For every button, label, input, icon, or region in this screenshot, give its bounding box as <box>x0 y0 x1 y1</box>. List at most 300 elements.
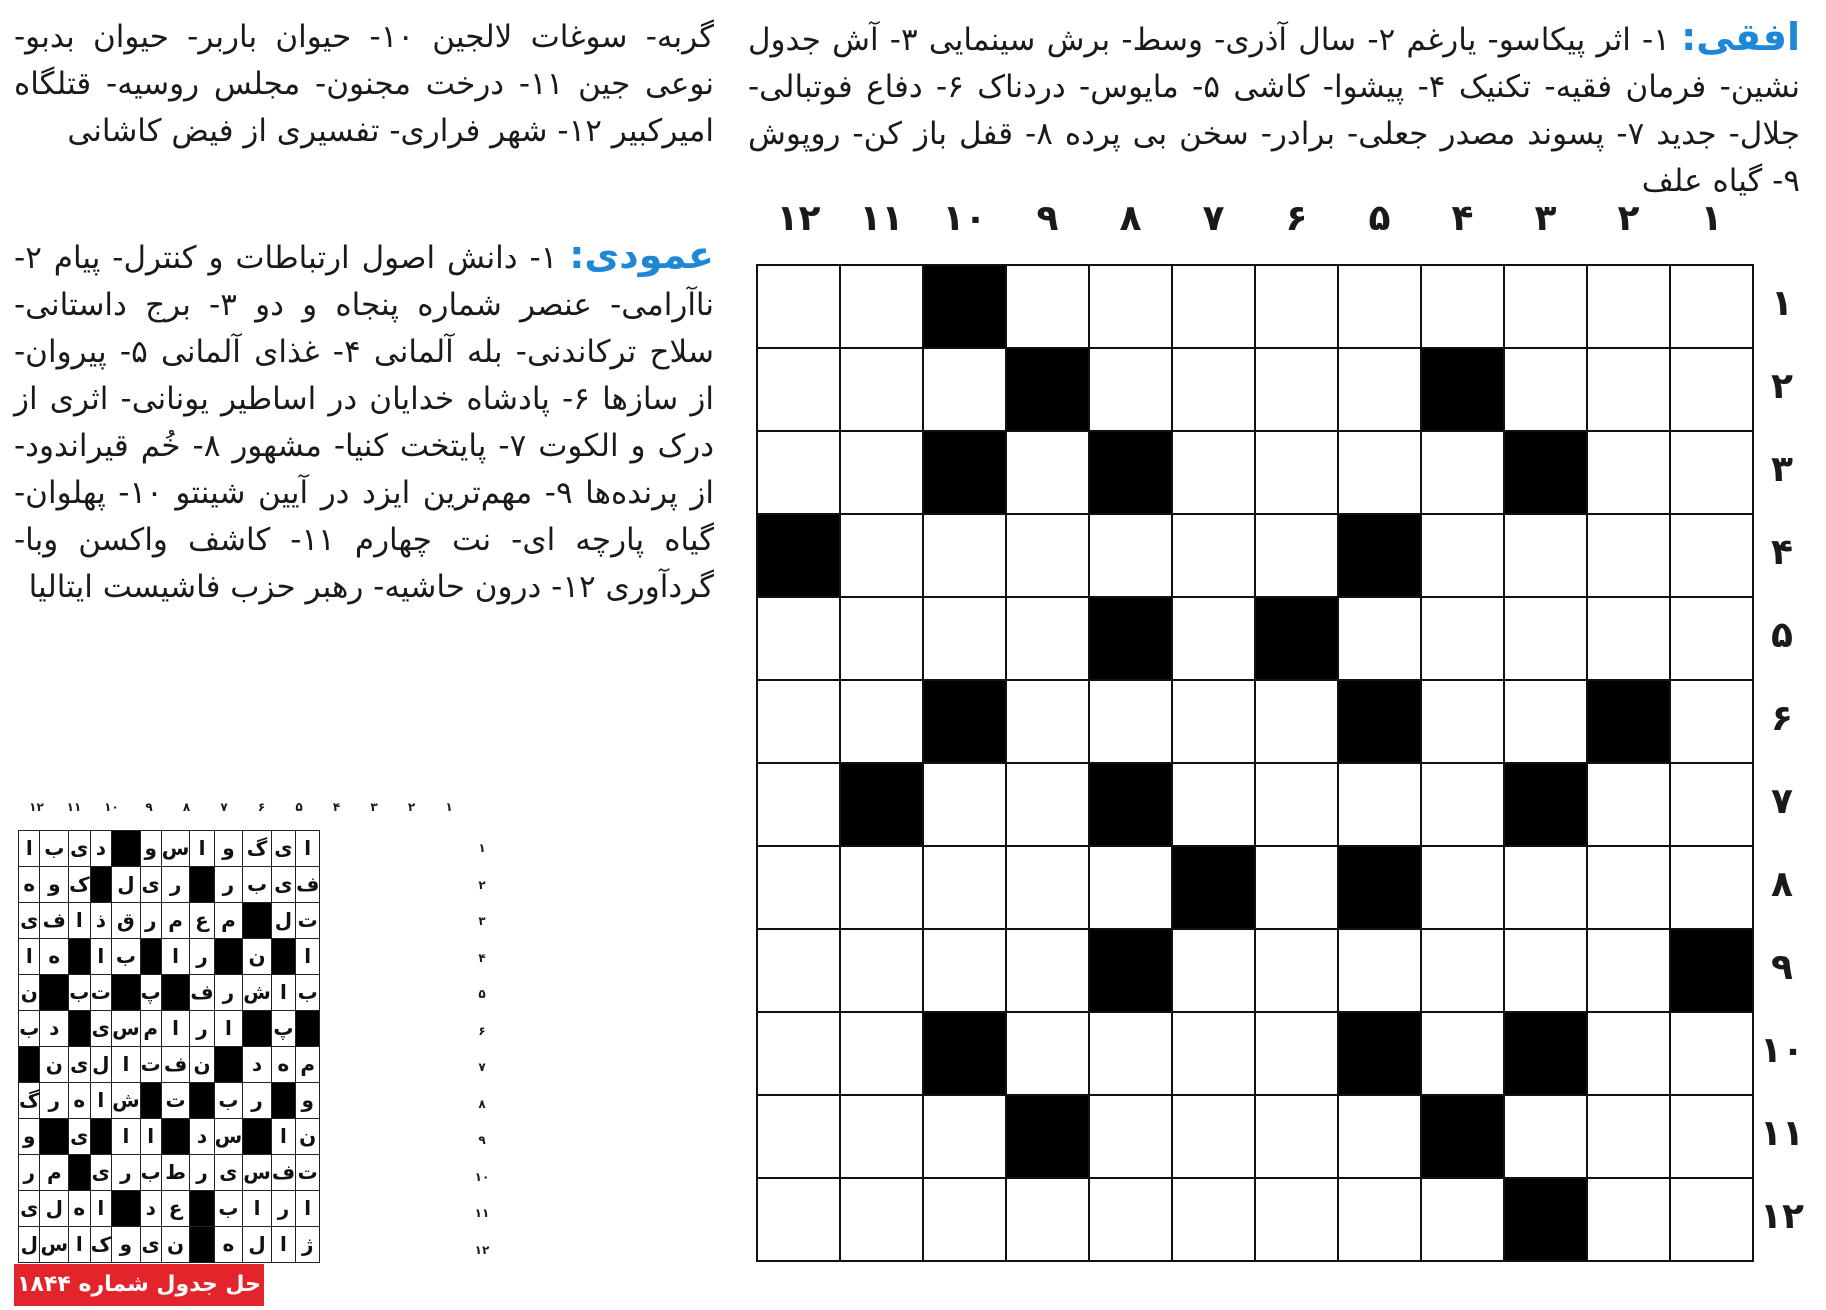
solution-letter-cell: ا <box>243 1191 272 1227</box>
solution-black-cell <box>112 1191 141 1227</box>
white-cell[interactable] <box>1255 763 1338 846</box>
solution-letter-cell: ا <box>161 1011 190 1047</box>
solution-letter-cell: ب <box>69 975 90 1011</box>
black-cell <box>1421 348 1504 431</box>
solution-letter-cell: ل <box>40 1191 69 1227</box>
solution-black-cell <box>190 1191 214 1227</box>
solution-letter-cell: گ <box>19 1083 40 1119</box>
white-cell[interactable] <box>757 431 840 514</box>
white-cell[interactable] <box>757 1178 840 1261</box>
column-number: ۸ <box>1119 198 1142 239</box>
solution-letter-cell: م <box>40 1155 69 1191</box>
black-cell <box>1089 763 1172 846</box>
black-cell <box>1504 1012 1587 1095</box>
row-number: ۱۱ <box>1760 1113 1804 1154</box>
solution-letter-cell: ش <box>243 975 272 1011</box>
grid-row <box>757 265 1753 348</box>
black-cell <box>1338 846 1421 929</box>
white-cell[interactable] <box>1587 1095 1670 1178</box>
white-cell[interactable] <box>1421 763 1504 846</box>
solution-letter-cell: ه <box>271 1047 295 1083</box>
white-cell[interactable] <box>840 846 923 929</box>
white-cell[interactable] <box>1255 348 1338 431</box>
solution-letter-cell: د <box>140 1191 161 1227</box>
row-number: ۷ <box>1771 781 1793 822</box>
solution-letter-cell: س <box>40 1227 69 1263</box>
solution-letter-cell: ا <box>19 939 40 975</box>
white-cell[interactable] <box>1670 1178 1753 1261</box>
white-cell[interactable] <box>1006 929 1089 1012</box>
white-cell[interactable] <box>840 431 923 514</box>
white-cell[interactable] <box>1504 348 1587 431</box>
white-cell[interactable] <box>1421 514 1504 597</box>
white-cell[interactable] <box>757 929 840 1012</box>
white-cell[interactable] <box>757 846 840 929</box>
horizontal-clues-text: ۱- اثر پیکاسو- یارغم ۲- سال آذری- وسط- برش سینمایی ۳- آش جدول نشین- فرمان فقیه- تکنیک ۴- پیشوا- کاشی ۵- مایوس- دردناک ۶- دفاع فوتبالی- جلال- جدید ۷- پسوند مصدر جعلی- برادر- سخن بی پرده ۸- قفل باز کن- روپوش ۹- گیاه علف <box>748 22 1800 199</box>
column-number: ۳ <box>1534 198 1557 239</box>
white-cell[interactable] <box>1670 1012 1753 1095</box>
white-cell[interactable] <box>923 348 1006 431</box>
horizontal-heading: افقی: <box>1681 15 1800 59</box>
white-cell[interactable] <box>1338 265 1421 348</box>
solution-row-number: ۲ <box>478 877 486 892</box>
white-cell[interactable] <box>1338 431 1421 514</box>
solution-letter-cell: س <box>214 1119 243 1155</box>
solution-row-number: ۱۱ <box>474 1206 490 1220</box>
white-cell[interactable] <box>840 265 923 348</box>
solution-letter-cell: ا <box>190 831 214 867</box>
white-cell[interactable] <box>1089 514 1172 597</box>
solution-letter-cell: ا <box>90 939 111 975</box>
row-number: ۵ <box>1771 615 1793 656</box>
white-cell[interactable] <box>1338 929 1421 1012</box>
white-cell[interactable] <box>1421 597 1504 680</box>
column-number: ۲ <box>1617 198 1640 239</box>
grid-row <box>757 763 1753 846</box>
solution-letter-cell: ه <box>69 1083 90 1119</box>
solution-black-cell <box>140 1083 161 1119</box>
solution-letter-cell: ا <box>90 1083 111 1119</box>
white-cell[interactable] <box>1255 680 1338 763</box>
solution-letter-cell: س <box>243 1155 272 1191</box>
white-cell[interactable] <box>1006 763 1089 846</box>
solution-row-number: ۴ <box>478 950 486 965</box>
solution-letter-cell: ا <box>69 1227 90 1263</box>
white-cell[interactable] <box>1172 514 1255 597</box>
solution-row <box>19 1155 320 1191</box>
solution-letter-cell: ف <box>40 903 69 939</box>
solution-letter-cell: ی <box>214 1155 243 1191</box>
solution-column-number: ۸ <box>182 800 191 814</box>
white-cell[interactable] <box>1587 348 1670 431</box>
white-cell[interactable] <box>1006 1178 1089 1261</box>
black-cell <box>1172 846 1255 929</box>
solution-letter-cell: ر <box>19 1155 40 1191</box>
white-cell[interactable] <box>1504 1095 1587 1178</box>
white-cell[interactable] <box>1587 929 1670 1012</box>
white-cell[interactable] <box>757 597 840 680</box>
white-cell[interactable] <box>1670 763 1753 846</box>
white-cell[interactable] <box>757 1012 840 1095</box>
solution-letter-cell: د <box>190 1119 214 1155</box>
solution-letter-cell: ت <box>140 1047 161 1083</box>
row-number: ۱ <box>1771 283 1793 324</box>
solution-column-number: ۱ <box>445 800 453 814</box>
white-cell[interactable] <box>1670 514 1753 597</box>
column-number: ۵ <box>1368 198 1391 239</box>
solution-letter-cell: و <box>40 867 69 903</box>
white-cell[interactable] <box>1255 1178 1338 1261</box>
white-cell[interactable] <box>1421 1012 1504 1095</box>
grid-row <box>757 597 1753 680</box>
white-cell[interactable] <box>1006 680 1089 763</box>
black-cell <box>1089 597 1172 680</box>
white-cell[interactable] <box>1670 348 1753 431</box>
solution-letter-cell: ب <box>243 867 272 903</box>
vertical-heading: عمودی: <box>569 233 715 277</box>
white-cell[interactable] <box>1587 1178 1670 1261</box>
solution-letter-cell: ن <box>161 1227 190 1263</box>
solution-letter-cell: ا <box>214 1011 243 1047</box>
solution-letter-cell: ا <box>296 939 320 975</box>
solution-column-number: ۳ <box>370 800 378 814</box>
solution-letter-cell: ر <box>243 1083 272 1119</box>
solution-column-number: ۶ <box>257 800 266 814</box>
white-cell[interactable] <box>757 763 840 846</box>
solution-letter-cell: ر <box>161 867 190 903</box>
white-cell[interactable] <box>1089 1095 1172 1178</box>
solution-letter-cell: ر <box>140 903 161 939</box>
solution-black-cell <box>69 1155 90 1191</box>
white-cell[interactable] <box>840 1178 923 1261</box>
solution-black-cell <box>243 1011 272 1047</box>
white-cell[interactable] <box>1172 1012 1255 1095</box>
solution-column-number: ۲ <box>407 800 416 814</box>
white-cell[interactable] <box>1006 431 1089 514</box>
solution-row <box>19 1227 320 1263</box>
black-cell <box>1421 1095 1504 1178</box>
grid-row <box>757 514 1753 597</box>
white-cell[interactable] <box>1089 1012 1172 1095</box>
white-cell[interactable] <box>840 1012 923 1095</box>
solution-letter-cell: ر <box>214 975 243 1011</box>
row-number: ۱۲ <box>1760 1196 1804 1237</box>
white-cell[interactable] <box>923 929 1006 1012</box>
solution-letter-cell: ا <box>161 939 190 975</box>
solution-title-badge: حل جدول شماره ۱۸۴۴ <box>14 1264 264 1306</box>
solution-letter-cell: ب <box>296 975 320 1011</box>
solution-letter-cell: ا <box>112 1047 141 1083</box>
solution-row-number: ۸ <box>478 1096 486 1111</box>
solution-letter-cell: د <box>243 1047 272 1083</box>
white-cell[interactable] <box>1006 1012 1089 1095</box>
solution-row-number: ۵ <box>478 987 486 1001</box>
solution-letter-cell: ر <box>190 939 214 975</box>
white-cell[interactable] <box>923 763 1006 846</box>
black-cell <box>923 1012 1006 1095</box>
white-cell[interactable] <box>1504 265 1587 348</box>
solution-row <box>19 1047 320 1083</box>
black-cell <box>1089 431 1172 514</box>
solution-letter-cell: و <box>296 1083 320 1119</box>
solution-letter-cell: س <box>112 1011 141 1047</box>
solution-black-cell <box>271 1083 295 1119</box>
white-cell[interactable] <box>1255 929 1338 1012</box>
column-number: ۱ <box>1700 198 1723 239</box>
solution-black-cell <box>190 1083 214 1119</box>
white-cell[interactable] <box>1255 1012 1338 1095</box>
solution-letter-cell: ت <box>90 975 111 1011</box>
black-cell <box>1089 929 1172 1012</box>
solution-letter-cell: ف <box>271 1155 295 1191</box>
white-cell[interactable] <box>1670 265 1753 348</box>
black-cell <box>923 431 1006 514</box>
solution-black-cell <box>40 975 69 1011</box>
solution-letter-cell: ا <box>112 1119 141 1155</box>
white-cell[interactable] <box>840 1095 923 1178</box>
solution-letter-cell: ژ <box>296 1227 320 1263</box>
solution-letter-cell: ق <box>112 903 141 939</box>
white-cell[interactable] <box>1089 265 1172 348</box>
white-cell[interactable] <box>1338 763 1421 846</box>
white-cell[interactable] <box>1421 265 1504 348</box>
solution-letter-cell: ر <box>112 1155 141 1191</box>
solution-letter-cell: ب <box>40 831 69 867</box>
white-cell[interactable] <box>1089 680 1172 763</box>
solution-row-number: ۱۰ <box>474 1169 490 1184</box>
solution-black-cell <box>161 975 190 1011</box>
white-cell[interactable] <box>1504 929 1587 1012</box>
white-cell[interactable] <box>1172 597 1255 680</box>
black-cell <box>840 763 923 846</box>
solution-letter-cell: ف <box>296 867 320 903</box>
white-cell[interactable] <box>1421 680 1504 763</box>
solution-black-cell <box>243 1119 272 1155</box>
row-number: ۶ <box>1771 698 1793 739</box>
solution-column-number: ۴ <box>332 800 341 814</box>
solution-letter-cell: ل <box>112 867 141 903</box>
white-cell[interactable] <box>1255 431 1338 514</box>
white-cell[interactable] <box>757 1095 840 1178</box>
vertical-clues <box>14 232 714 611</box>
solution-black-cell <box>112 831 141 867</box>
white-cell[interactable] <box>1670 597 1753 680</box>
column-number: ۴ <box>1451 198 1474 239</box>
white-cell[interactable] <box>840 680 923 763</box>
solution-letter-cell: گ <box>243 831 272 867</box>
solution-row-number: ۱۲ <box>474 1242 490 1257</box>
white-cell[interactable] <box>1172 431 1255 514</box>
solution-letter-cell: ب <box>19 1011 40 1047</box>
white-cell[interactable] <box>1172 763 1255 846</box>
grid-row <box>757 680 1753 763</box>
solution-black-cell <box>140 939 161 975</box>
white-cell[interactable] <box>1587 763 1670 846</box>
white-cell[interactable] <box>1587 597 1670 680</box>
column-number: ۱۲ <box>776 198 821 239</box>
solution-letter-cell: م <box>140 1011 161 1047</box>
white-cell[interactable] <box>1587 265 1670 348</box>
horizontal-clues <box>748 14 1800 205</box>
solution-letter-cell: ن <box>19 975 40 1011</box>
white-cell[interactable] <box>1587 1012 1670 1095</box>
row-number: ۱۰ <box>1760 1030 1804 1071</box>
white-cell[interactable] <box>757 348 840 431</box>
white-cell[interactable] <box>1338 348 1421 431</box>
solution-column-number: ۵ <box>295 800 303 814</box>
white-cell[interactable] <box>1338 597 1421 680</box>
black-cell <box>1006 348 1089 431</box>
solution-letter-cell: د <box>90 831 111 867</box>
solution-letter-cell: ت <box>161 1083 190 1119</box>
solution-letter-cell: ه <box>19 867 40 903</box>
white-cell[interactable] <box>1172 929 1255 1012</box>
white-cell[interactable] <box>1670 1095 1753 1178</box>
grid-row <box>757 431 1753 514</box>
white-cell[interactable] <box>1587 846 1670 929</box>
solution-letter-cell: ب <box>214 1191 243 1227</box>
solution-letter-cell: ی <box>69 1119 90 1155</box>
solution-column-number: ۱۱ <box>66 800 82 814</box>
white-cell[interactable] <box>1421 846 1504 929</box>
row-number: ۳ <box>1771 449 1793 490</box>
white-cell[interactable] <box>1421 1178 1504 1261</box>
white-cell[interactable] <box>923 514 1006 597</box>
white-cell[interactable] <box>840 929 923 1012</box>
white-cell[interactable] <box>1504 597 1587 680</box>
white-cell[interactable] <box>1587 431 1670 514</box>
white-cell[interactable] <box>1504 514 1587 597</box>
column-number: ۹ <box>1036 198 1059 239</box>
solution-column-number: ۹ <box>145 800 153 814</box>
black-cell <box>1504 431 1587 514</box>
white-cell[interactable] <box>1338 1178 1421 1261</box>
solution-letter-cell: ا <box>296 831 320 867</box>
solution-letter-cell: ی <box>271 867 295 903</box>
solution-letter-cell: م <box>296 1047 320 1083</box>
solution-letter-cell: ا <box>69 903 90 939</box>
solution-black-cell <box>161 1119 190 1155</box>
solution-letter-cell: ف <box>161 1047 190 1083</box>
solution-letter-cell: ت <box>296 903 320 939</box>
solution-letter-cell: ا <box>90 1191 111 1227</box>
solution-black-cell <box>112 975 141 1011</box>
column-number: ۷ <box>1202 198 1225 239</box>
solution-letter-cell: ل <box>19 1227 40 1263</box>
solution-letter-cell: ا <box>271 975 295 1011</box>
black-cell <box>1504 1178 1587 1261</box>
solution-letter-cell: ت <box>296 1155 320 1191</box>
solution-black-cell <box>90 1119 111 1155</box>
solution-letter-cell: ی <box>69 831 90 867</box>
white-cell[interactable] <box>1255 846 1338 929</box>
solution-letter-cell: ر <box>190 1011 214 1047</box>
white-cell[interactable] <box>1338 1095 1421 1178</box>
solution-letter-cell: ا <box>296 1191 320 1227</box>
solution-letter-cell: ذ <box>90 903 111 939</box>
row-number: ۹ <box>1771 947 1793 988</box>
black-cell <box>923 680 1006 763</box>
white-cell[interactable] <box>923 1178 1006 1261</box>
white-cell[interactable] <box>757 680 840 763</box>
white-cell[interactable] <box>1172 680 1255 763</box>
grid-row <box>757 1095 1753 1178</box>
horizontal-clues-continued: گربه- سوغات لالجین ۱۰- حیوان باربر- حیوان بدبو- نوعی جین ۱۱- درخت مجنون- مجلس روسیه- قتلگاه امیرکبیر ۱۲- شهر فراری- تفسیری از فیض کاشانی <box>14 19 714 149</box>
white-cell[interactable] <box>923 597 1006 680</box>
solution-letter-cell: ی <box>140 1227 161 1263</box>
solution-black-cell <box>296 1011 320 1047</box>
solution-letter-cell: ی <box>90 1011 111 1047</box>
white-cell[interactable] <box>1172 1095 1255 1178</box>
solution-row <box>19 903 320 939</box>
white-cell[interactable] <box>1172 348 1255 431</box>
solution-column-number: ۱۰ <box>104 800 119 814</box>
grid-row <box>757 929 1753 1012</box>
white-cell[interactable] <box>1089 1178 1172 1261</box>
solution-row <box>19 1119 320 1155</box>
white-cell[interactable] <box>1421 929 1504 1012</box>
black-cell <box>1338 514 1421 597</box>
white-cell[interactable] <box>1006 514 1089 597</box>
white-cell[interactable] <box>840 348 923 431</box>
black-cell <box>1338 1012 1421 1095</box>
white-cell[interactable] <box>1504 680 1587 763</box>
solution-row-number: ۳ <box>478 914 486 928</box>
white-cell[interactable] <box>923 1095 1006 1178</box>
solution-black-cell <box>190 867 214 903</box>
white-cell[interactable] <box>1255 514 1338 597</box>
white-cell[interactable] <box>1006 846 1089 929</box>
white-cell[interactable] <box>1255 1095 1338 1178</box>
white-cell[interactable] <box>840 597 923 680</box>
black-cell <box>757 514 840 597</box>
solution-letter-cell: ب <box>214 1083 243 1119</box>
black-cell <box>1006 1095 1089 1178</box>
white-cell[interactable] <box>1670 431 1753 514</box>
solution-letter-cell: د <box>40 1011 69 1047</box>
white-cell[interactable] <box>1587 514 1670 597</box>
white-cell[interactable] <box>1089 348 1172 431</box>
white-cell[interactable] <box>1504 846 1587 929</box>
solution-letter-cell: ی <box>19 1191 40 1227</box>
solution-letter-cell: پ <box>271 1011 295 1047</box>
white-cell[interactable] <box>1421 431 1504 514</box>
white-cell[interactable] <box>1255 265 1338 348</box>
vertical-clues-text: ۱- دانش اصول ارتباطات و کنترل- پیام ۲- ناآرامی- عنصر شماره پنجاه و دو ۳- برج داستانی- سلاح ترکاندنی- بله آلمانی ۴- غذای آلمانی ۵- پیروان- از سازها ۶- پادشاه خدایان در اساطیر یونانی- اثری از درک و الکوت ۷- پایتخت کنیا- مشهور ۸- خُم قیراندود- از پرنده‌ها ۹- مهم‌ترین ایزد در آیین شینتو ۱۰- پهلوان- گیاه پارچه ای- نت چهارم ۱۱- کاشف واکسن وبا- گردآوری ۱۲- درون حاشیه- رهبر حزب فاشیست ایتالیا <box>14 240 715 605</box>
solution-letter-cell: ر <box>214 867 243 903</box>
solution-black-cell <box>90 867 111 903</box>
solution-letter-cell: ا <box>271 1119 295 1155</box>
solution-letter-cell: ا <box>271 1227 295 1263</box>
column-number: ۶ <box>1285 198 1308 239</box>
solution-grid <box>18 830 320 1263</box>
white-cell[interactable] <box>1006 597 1089 680</box>
solution-black-cell <box>69 939 90 975</box>
white-cell[interactable] <box>757 265 840 348</box>
solution-black-cell <box>19 1047 40 1083</box>
white-cell[interactable] <box>1172 265 1255 348</box>
white-cell[interactable] <box>1172 1178 1255 1261</box>
grid-row <box>757 1178 1753 1261</box>
white-cell[interactable] <box>1006 265 1089 348</box>
white-cell[interactable] <box>840 514 923 597</box>
white-cell[interactable] <box>1670 680 1753 763</box>
white-cell[interactable] <box>1670 846 1753 929</box>
solution-black-cell <box>40 1119 69 1155</box>
white-cell[interactable] <box>923 846 1006 929</box>
white-cell[interactable] <box>1089 846 1172 929</box>
solution-row <box>19 831 320 867</box>
